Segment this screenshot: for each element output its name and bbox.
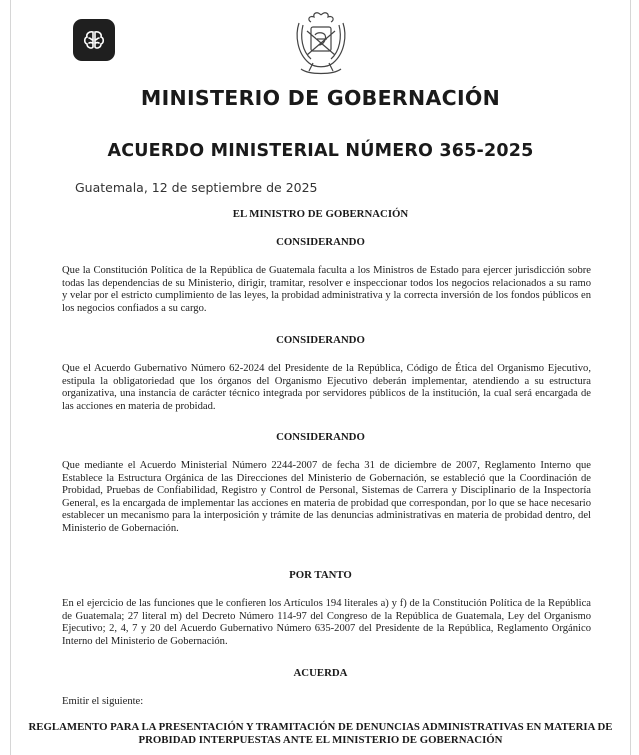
considerando-text-3: Que mediante el Acuerdo Ministerial Número 2244-2007 de fecha 31 de diciembre de 2007, Reglamento Interno que Establece la Estructura Orgánica de las Direcciones del Ministerio de Gobernación, se estableció que la Coordinación de Probidad, Pruebas de Confiabilidad, Registro y Control de Personal, Sistemas de Carrera y Disciplinario de la Inspectoría General, es la encargada de implementar las acciones en materia de probidad que correspondan, por lo que se hace necesario establecer un mecanismo para la interposición y trámite de las denuncias administrativas en materia de probidad dentro, del Ministerio de Gobernación. [62, 460, 591, 534]
considerando-heading-1: CONSIDERANDO [276, 236, 365, 248]
considerando-text-2: Que el Acuerdo Gubernativo Número 62-2024 del Presidente de la República, Código de Ética del Organismo Ejecutivo, estipula la obligatoriedad que los órganos del Organismo Ejecutivo deberán implementar, atendiendo a su estructura organizativa, una instancia de carácter técnico integrada por servidores públicos de la institución, la cual será encargada de las acciones en materia de probidad. [62, 363, 591, 412]
considerando-heading-3: CONSIDERANDO [276, 431, 365, 443]
app-menu-button[interactable] [73, 19, 115, 61]
coat-of-arms-icon [287, 5, 355, 77]
authority-heading: EL MINISTRO DE GOBERNACIÓN [232, 208, 409, 220]
considerando-heading-2: CONSIDERANDO [276, 334, 365, 346]
considerando-text-1: Que la Constitución Política de la República de Guatemala faculta a los Ministros de Estado para ejercer jurisdicción sobre todas las dependencias de su Ministerio, dirigir, tramitar, resolver e inspeccionar todos los negocios relacionados a su ramo y velar por el estricto cumplimiento de las leyes, la probidad administrativa y la correcta inversión de los fondos públicos en los negocios confiados a su cargo. [62, 265, 591, 314]
ministry-title: MINISTERIO DE GOBERNACIÓN [140, 86, 501, 110]
acuerda-text: Emitir el siguiente: [62, 696, 144, 707]
document-page [10, 0, 631, 755]
por-tanto-heading: POR TANTO [289, 569, 352, 581]
acuerda-heading: ACUERDA [293, 667, 348, 679]
brain-icon [83, 30, 105, 50]
por-tanto-text: En el ejercicio de las funciones que le confieren los Artículos 194 literales a) y f) de la Constitución Política de la República de Guatemala; 27 literal m) del Decreto Número 114-97 del Congreso de la República de Guatemala, Ley del Organismo Ejecutivo; 2, 4, 7 y 20 del Acuerdo Gubernativo Número 635-2007 del Presidente de la República, Reglamento Orgánico Interno del Ministerio de Gobernación. [62, 598, 591, 647]
decree-title: ACUERDO MINISTERIAL NÚMERO 365-2025 [107, 141, 534, 161]
regulation-title: REGLAMENTO PARA LA PRESENTACIÓN Y TRAMITACIÓN DE DENUNCIAS ADMINISTRATIVAS EN MATERIA DE PROBIDAD INTERPUESTAS ANTE EL MINISTERIO DE GOBERNACIÓN [28, 721, 613, 746]
place-date: Guatemala, 12 de septiembre de 2025 [75, 180, 318, 195]
